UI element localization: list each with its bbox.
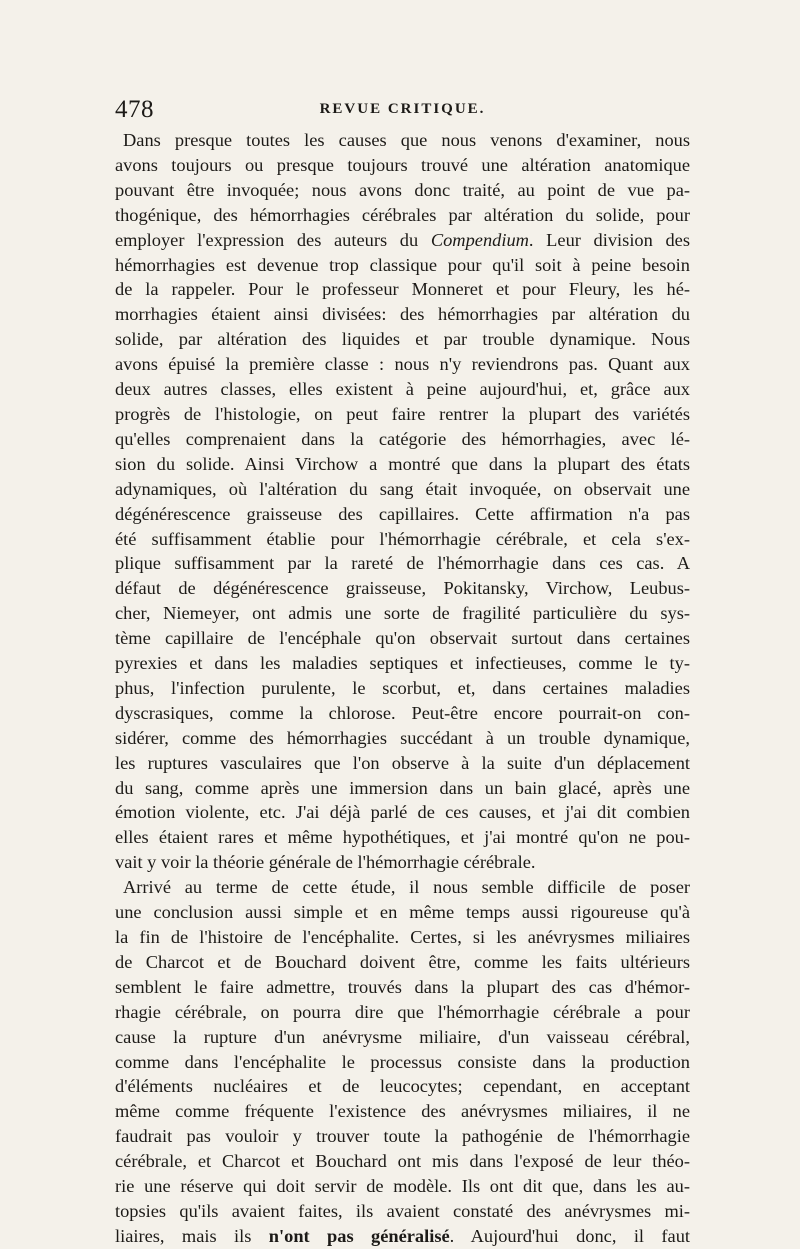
text-line — [115, 651, 690, 676]
page-header — [115, 96, 690, 126]
text-line — [115, 576, 690, 601]
text-segment: qu'elles comprenaient dans la catégorie des hémorrhagies, avec lé- — [115, 428, 690, 449]
text-line — [115, 502, 690, 527]
text-line — [115, 950, 690, 975]
text-segment: pyrexies et dans les maladies septiques et infectieuses, comme le ty- — [115, 653, 690, 674]
text-line — [115, 551, 690, 576]
text-line — [115, 726, 690, 751]
text-line — [115, 1174, 690, 1199]
text-line — [115, 626, 690, 651]
text-segment: faudrait pas vouloir y trouver toute la pathogénie de l'hémorrhagie — [115, 1126, 690, 1147]
text-segment: les ruptures vasculaires que l'on observe à la suite d'un déplacement — [115, 752, 690, 773]
text-segment: Dans presque toutes les causes que nous venons d'examiner, nous — [123, 130, 690, 150]
text-segment: employer l'expression des auteurs du — [115, 229, 431, 250]
text-line — [115, 1074, 690, 1099]
text-segment: de la rappeler. Pour le professeur Monneret et pour Fleury, les hé- — [115, 279, 690, 300]
text-line — [115, 128, 690, 153]
text-segment: dégénérescence graisseuse des capillaires. Cette affirmation n'a pas — [115, 503, 690, 524]
text-line — [115, 1025, 690, 1050]
text-segment: thogénique, des hémorrhagies cérébrales par altération du solide, pour — [115, 204, 690, 225]
italic-text: Compendium — [430, 229, 529, 250]
body-text — [115, 128, 690, 1249]
text-line — [115, 178, 690, 203]
text-line — [115, 900, 690, 925]
text-segment: morrhagies étaient ainsi divisées: des hémorrhagies par altération du — [115, 304, 690, 325]
text-line — [115, 427, 690, 452]
text-line — [115, 601, 690, 626]
text-segment: hémorrhagies est devenue trop classique pour qu'il soit à peine besoin — [115, 254, 690, 275]
text-line — [115, 302, 690, 327]
running-head: REVUE CRITIQUE. — [319, 101, 486, 117]
text-segment: d'éléments nucléaires et de leucocytes; cependant, en acceptant — [115, 1076, 690, 1097]
text-segment: solide, par altération des liquides et par trouble dynamique. Nous — [115, 329, 690, 350]
text-segment: sion du solide. Ainsi Virchow a montré que dans la plupart des états — [115, 453, 690, 474]
text-line — [115, 153, 690, 178]
text-segment: semblent le faire admettre, trouvés dans la plupart des cas d'hémor- — [115, 976, 690, 997]
text-segment: phus, l'infection purulente, le scorbut, et, dans certaines maladies — [115, 677, 690, 698]
text-line — [115, 701, 690, 726]
text-segment: . Leur division des — [528, 229, 690, 250]
text-segment: avons toujours ou presque toujours trouvé une altération anatomique — [115, 154, 690, 175]
text-line — [115, 751, 690, 776]
text-line — [115, 377, 690, 402]
text-line — [115, 352, 690, 377]
text-segment: cérébrale, et Charcot et Bouchard ont mis dans l'exposé de leur théo- — [115, 1151, 690, 1172]
text-line — [115, 527, 690, 552]
text-segment: elles étaient rares et même hypothétiques, et j'ai montré qu'on ne pou- — [115, 827, 690, 848]
text-line — [115, 203, 690, 228]
text-segment: tème capillaire de l'encéphale qu'on observait surtout dans certaines — [115, 628, 690, 649]
text-line — [115, 850, 690, 875]
text-line — [115, 277, 690, 302]
text-segment: comme dans l'encéphalite le processus consiste dans la production — [115, 1051, 690, 1072]
text-segment: été suffisamment établie pour l'hémorrhagie cérébrale, et cela s'ex- — [115, 528, 690, 549]
text-line — [115, 327, 690, 352]
text-line — [115, 825, 690, 850]
text-segment: adynamiques, où l'altération du sang était invoquée, on observait une — [115, 478, 690, 499]
text-segment: plique suffisamment par la rareté de l'hémorrhagie dans ces cas. A — [115, 553, 690, 574]
text-line — [115, 477, 690, 502]
text-segment: émotion violente, etc. J'ai déjà parlé de ces causes, et j'ai dit combien — [115, 802, 690, 823]
text-segment: la fin de l'histoire de l'encéphalite. Certes, si les anévrysmes miliaires — [115, 927, 690, 947]
text-segment: du sang, comme après une immersion dans un bain glacé, après une — [115, 777, 690, 798]
text-line — [115, 800, 690, 825]
text-line — [115, 875, 690, 900]
page-number: 478 — [115, 96, 154, 123]
text-segment: même comme fréquente l'existence des anévrysmes miliaires, il ne — [115, 1101, 690, 1122]
text-segment: défaut de dégénérescence graisseuse, Pokitansky, Virchow, Leubus- — [115, 578, 690, 599]
text-line — [115, 452, 690, 477]
text-segment: vait y voir la théorie générale de l'hémorrhagie cérébrale. — [115, 852, 536, 873]
text-segment: une conclusion aussi simple et en même temps aussi rigoureuse qu'à — [115, 902, 690, 923]
text-segment: Arrivé au terme de cette étude, il nous semble difficile de poser — [123, 877, 690, 898]
text-line — [115, 1224, 690, 1249]
text-line — [115, 975, 690, 1000]
bold-text: n'ont pas généralisé — [268, 1225, 450, 1246]
text-segment: cause la rupture d'un anévrysme miliaire, d'un vaisseau cérébral, — [115, 1026, 690, 1047]
text-segment: de Charcot et de Bouchard doivent être, comme les faits ultérieurs — [115, 951, 690, 972]
text-segment: progrès de l'histologie, on peut faire rentrer la plupart des variétés — [115, 403, 690, 424]
text-segment: deux autres classes, elles existent à peine aujourd'hui, et, grâce aux — [115, 379, 690, 400]
text-segment: rhagie cérébrale, on pourra dire que l'hémorrhagie cérébrale a pour — [115, 1001, 690, 1022]
text-segment: . Aujourd'hui donc, il faut — [449, 1225, 691, 1246]
text-segment: rie une réserve qui doit servir de modèle. Ils ont dit que, dans les au- — [115, 1176, 690, 1197]
text-line — [115, 1149, 690, 1174]
text-line — [115, 1099, 690, 1124]
text-segment: dyscrasiques, comme la chlorose. Peut-être encore pourrait-on con- — [115, 702, 690, 723]
text-line — [115, 676, 690, 701]
text-line — [115, 228, 690, 253]
text-line — [115, 925, 690, 950]
text-line — [115, 1124, 690, 1149]
text-segment: pouvant être invoquée; nous avons donc traité, au point de vue pa- — [115, 179, 690, 200]
text-segment: sidérer, comme des hémorrhagies succédant à un trouble dynamique, — [115, 727, 690, 748]
text-segment: cher, Niemeyer, ont admis une sorte de fragilité particulière du sys- — [115, 603, 690, 624]
text-line — [115, 1000, 690, 1025]
text-line — [115, 1050, 690, 1075]
text-segment: topsies qu'ils avaient faites, ils avaient constaté des anévrysmes mi- — [115, 1200, 690, 1221]
text-line — [115, 1199, 690, 1224]
text-line — [115, 402, 690, 427]
text-segment: avons épuisé la première classe : nous n'y reviendrons pas. Quant aux — [115, 354, 690, 375]
text-line — [115, 253, 690, 278]
text-segment: liaires, mais ils — [115, 1225, 269, 1246]
text-line — [115, 776, 690, 801]
